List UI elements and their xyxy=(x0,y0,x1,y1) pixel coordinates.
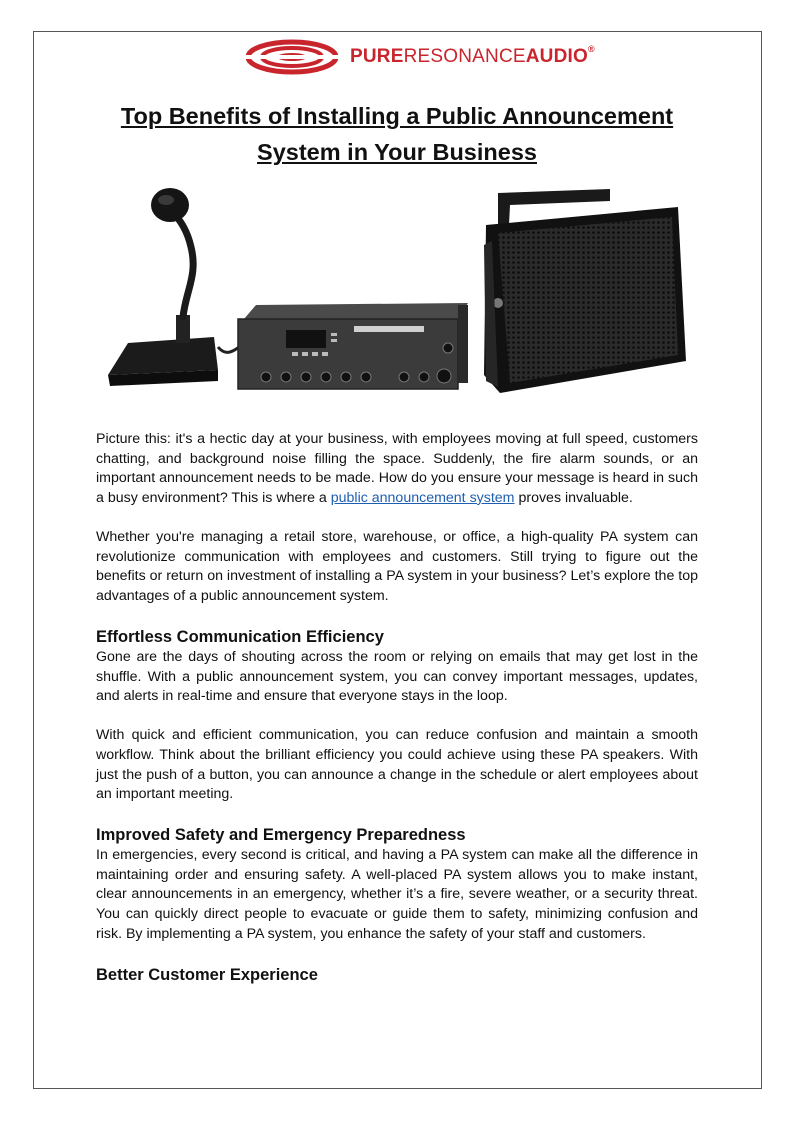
registered-mark: ® xyxy=(587,44,595,54)
article-body xyxy=(96,430,698,986)
section-2-paragraph-1: In emergencies, every second is critical, and having a PA system can make all the difference in maintaining order and ensuring safety. A well-placed PA system allows you to make instant, clear announcements in an emergency, whether it’s a fire, severe weather, or a security threat. You can quickly direct people to evacuate or guide them to safety, minimizing confusion and risk. By implementing a PA system, you enhance the safety of your staff and customers. xyxy=(96,847,698,942)
article-title: Top Benefits of Installing a Public Announcement System in Your Business xyxy=(120,103,674,165)
brand-logo[interactable] xyxy=(246,39,595,75)
intro-text-end: proves invaluable. xyxy=(514,489,633,506)
brand-name xyxy=(350,46,595,68)
desk-microphone-icon xyxy=(108,188,242,386)
section-heading-safety: Improved Safety and Emergency Preparedness xyxy=(96,826,466,845)
brand-name-part2: RESONANCE xyxy=(403,46,526,67)
public-announcement-system-link[interactable]: public announcement system xyxy=(330,489,515,506)
speaker-icon xyxy=(484,189,686,393)
amplifier-icon xyxy=(238,303,468,389)
section-1-paragraph-2: With quick and efficient communication, you can reduce confusion and maintain a smooth workflow. Think about the brilliant efficiency you could achieve using these PA speakers. With just the push of a button, you can announce a change in the schedule or alert employees about an important meeting. xyxy=(96,727,698,803)
section-heading-communication: Effortless Communication Efficiency xyxy=(96,627,384,646)
section-1-paragraph-1: Gone are the days of shouting across the room or relying on emails that may get lost in the shuffle. With a public announcement system, you can convey important messages, updates, and alerts in real-time and ensure that everyone stays in the loop. xyxy=(96,648,698,705)
intro-paragraph xyxy=(96,430,698,508)
brand-name-part3: AUDIO xyxy=(525,46,588,67)
hero-product-image xyxy=(106,185,691,400)
brand-logo-icon xyxy=(246,39,342,75)
brand-name-part1: PURE xyxy=(350,46,404,67)
section-heading-customer-experience: Better Customer Experience xyxy=(96,965,318,984)
intro-text: Picture this: it's a hectic day at your business, with employees moving at full speed, customers chatting, and background noise filling the space. Suddenly, the fire alarm sounds, or an important announcement needs to be made. How do you ensure your message is heard in such a busy environment? This is where a xyxy=(96,431,698,506)
paragraph-2: Whether you're managing a retail store, warehouse, or office, a high-quality PA system can revolutionize communication with employees and customers. Still trying to figure out the benefits or return on investment of installing a PA system in your business? Let’s explore the top advantages of a public announcement system. xyxy=(96,528,698,604)
